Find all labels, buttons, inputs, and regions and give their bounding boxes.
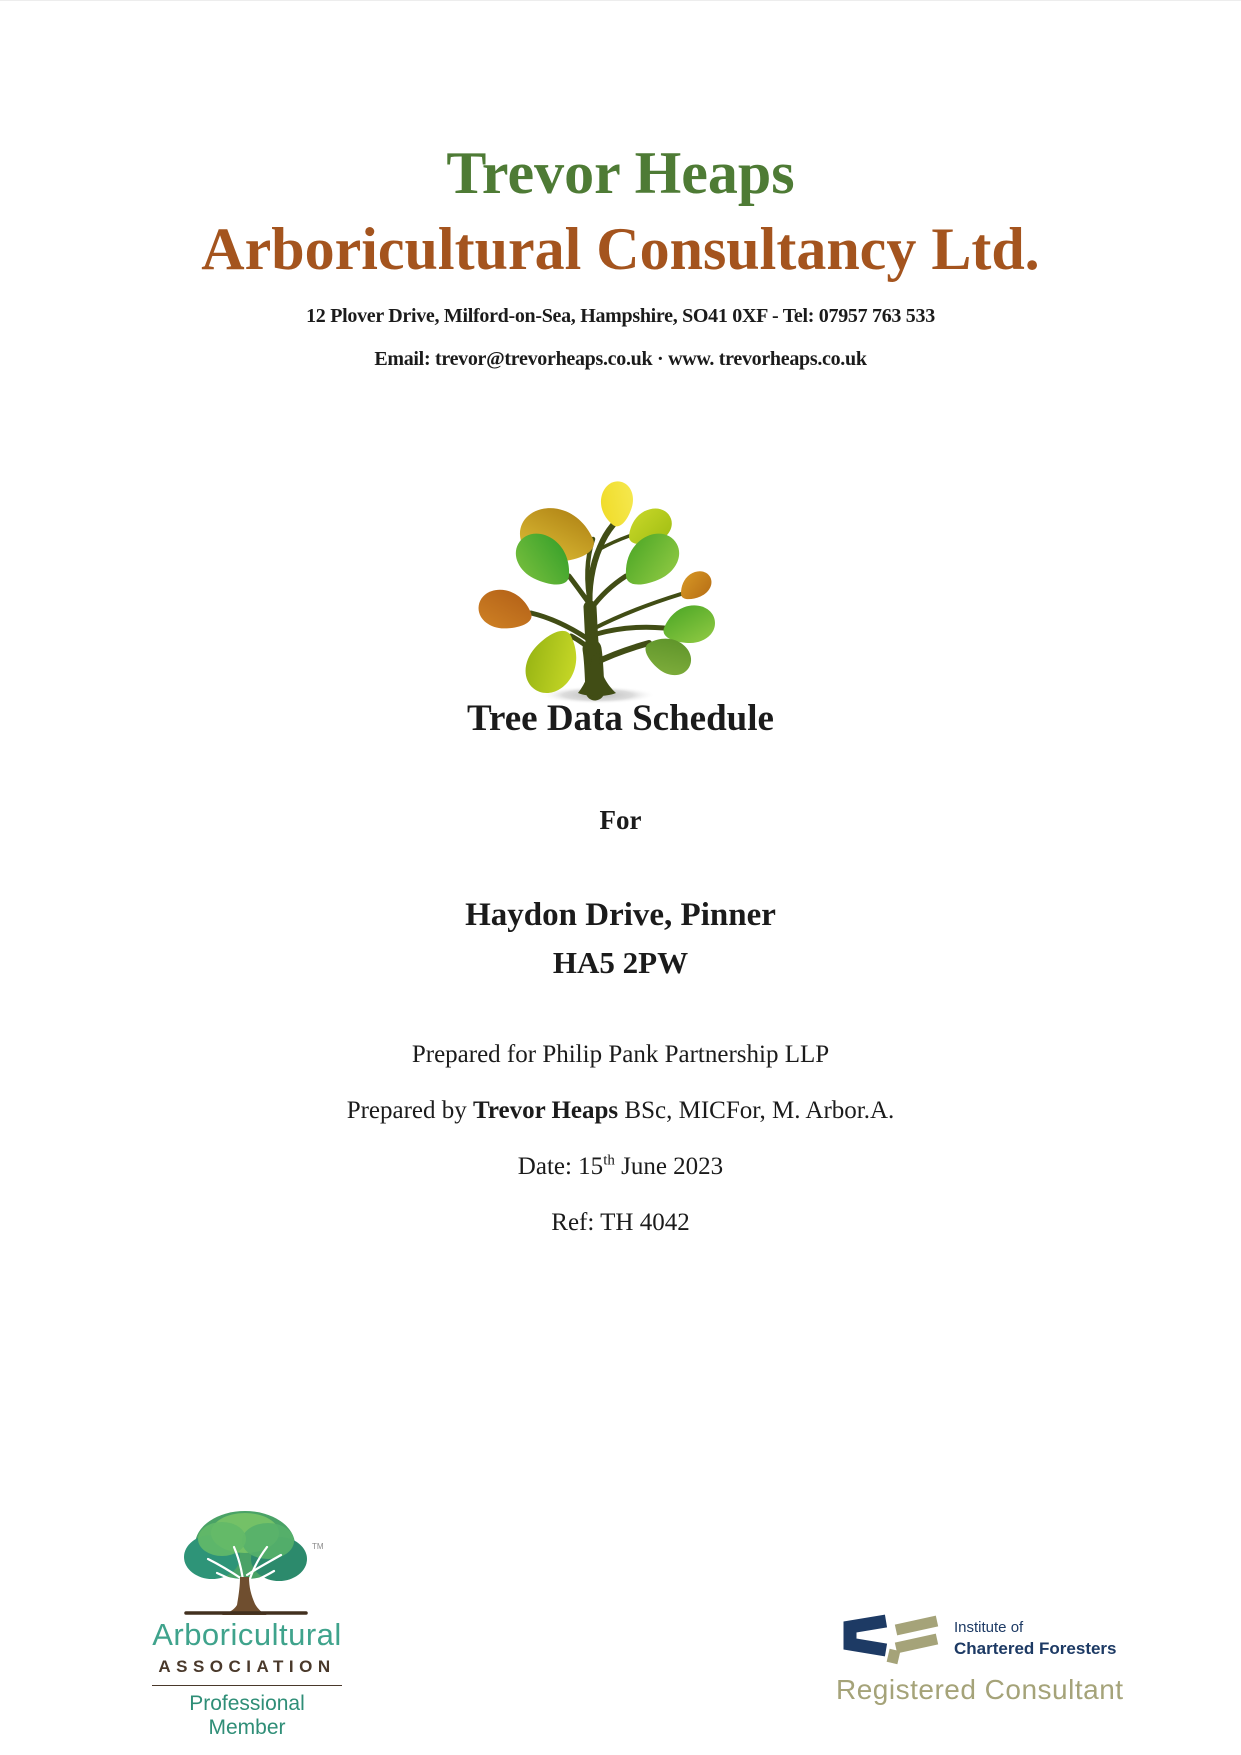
tree-logo: [460, 457, 780, 717]
aa-logo-name: Arboricultural: [152, 1617, 342, 1652]
company-name-line2: Arboricultural Consultancy Ltd.: [201, 216, 1040, 282]
for-label: For: [599, 805, 642, 835]
aa-member-type: Professional Member: [189, 1692, 305, 1739]
icf-chartered-foresters: Chartered Foresters: [954, 1638, 1117, 1658]
company-address: 12 Plover Drive, Milford-on-Sea, Hampshire, SO41 0XF - Tel: 07957 763 533: [306, 305, 935, 327]
date-prefix: Date: 15: [517, 1153, 604, 1180]
prepared-by-prefix: Prepared by: [346, 1097, 474, 1124]
chartered-foresters-logo: [836, 1613, 1136, 1706]
prepared-by-name: Trevor Heaps: [473, 1097, 619, 1124]
site-address-line2: HA5 2PW: [552, 945, 689, 980]
date-suffix: June 2023: [614, 1153, 724, 1180]
site-address-line1: Haydon Drive, Pinner: [465, 897, 776, 933]
prepared-by-line: [0, 1097, 1241, 1126]
company-contact: Email: trevor@trevorheaps.co.uk · www. trevorheaps.co.uk: [374, 348, 867, 370]
prepared-for-line: Prepared for Philip Pank Partnership LLP: [411, 1041, 830, 1068]
date-ordinal: th: [603, 1152, 615, 1169]
document-title: Tree Data Schedule: [467, 698, 774, 739]
prepared-by-suffix: BSc, MICFor, M. Arbor.A.: [618, 1097, 895, 1124]
date-line: [0, 1153, 1241, 1182]
icf-c-shape: [850, 1621, 886, 1650]
aa-tree-icon: [148, 1505, 346, 1615]
icf-registered-consultant: Registered Consultant: [836, 1674, 1124, 1705]
icf-monogram-icon: [836, 1613, 942, 1665]
reference-line: Ref: TH 4042: [551, 1209, 690, 1236]
icf-f-shape: [892, 1621, 937, 1663]
aa-trademark: TM: [312, 1542, 324, 1551]
aa-canopy: [184, 1511, 307, 1581]
aa-logo-subname: ASSOCIATION: [158, 1657, 336, 1676]
aa-trunk: [216, 1577, 272, 1615]
tree-trunk-base: [578, 657, 616, 696]
arboricultural-association-logo: [148, 1505, 346, 1740]
icf-institute-of: Institute of: [954, 1619, 1024, 1636]
company-name-line1: Trevor Heaps: [446, 140, 795, 206]
aa-divider: [152, 1685, 342, 1686]
